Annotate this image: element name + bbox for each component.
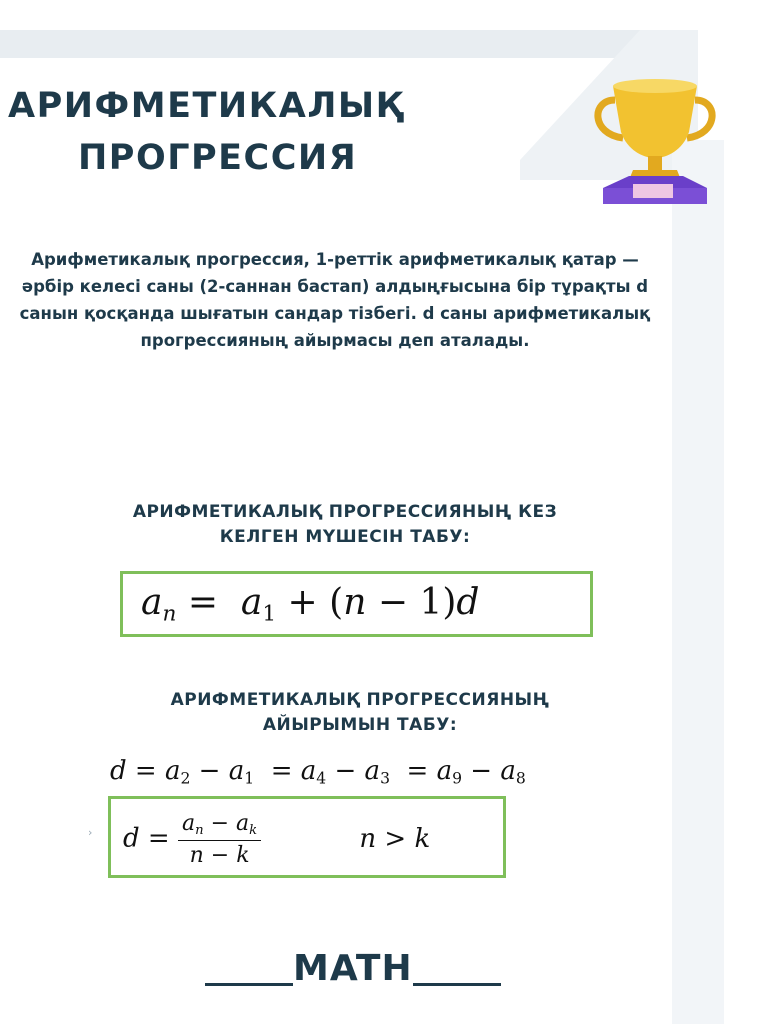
title-line-1: АРИФМЕТИКАЛЫҚ — [8, 86, 405, 126]
heading-line: АРИФМЕТИКАЛЫҚ ПРОГРЕССИЯНЫҢ КЕЗ — [132, 502, 558, 522]
footer-text: MATH — [293, 948, 413, 989]
section-heading-nth-term — [30, 500, 660, 550]
section-heading-difference — [60, 688, 660, 738]
footer-underline-left — [205, 983, 293, 986]
formula-difference-examples: $d = a_2 - a_1 = a_4 - a_3 = a_9 - a_8$ — [110, 756, 526, 788]
title-line-2: ПРОГРЕССИЯ — [78, 138, 358, 178]
page-title — [8, 80, 404, 184]
trophy-icon — [585, 72, 725, 212]
formula-nth-term: $a_n = a_1 + (n - 1)d$ — [141, 582, 480, 627]
heading-line: КЕЛГЕН МҮШЕСІН ТАБУ: — [219, 527, 471, 547]
footer-underline-right — [413, 983, 501, 986]
footer-brand — [205, 948, 501, 989]
formula-box-difference — [108, 796, 506, 878]
formula-difference-general: d = $\frac{a_n - a_k}{n - k}$ n > k — [123, 811, 431, 868]
chevron-right-icon: › — [88, 826, 93, 839]
formula-box-nth-term — [120, 571, 593, 637]
definition-text: Арифметикалық прогрессия, 1-реттік арифметикалық қатар — әрбір келесі саны (2-саннан бастап) алдыңғысына бір тұрақты d санын қосқанда шығатын сандар тізбегі. d саны арифметикалық прогрессияның айырмасы деп аталады. — [19, 250, 651, 350]
heading-line: АРИФМЕТИКАЛЫҚ ПРОГРЕССИЯНЫҢ — [170, 690, 550, 710]
heading-line: АЙЫРЫМЫН ТАБУ: — [262, 715, 458, 735]
